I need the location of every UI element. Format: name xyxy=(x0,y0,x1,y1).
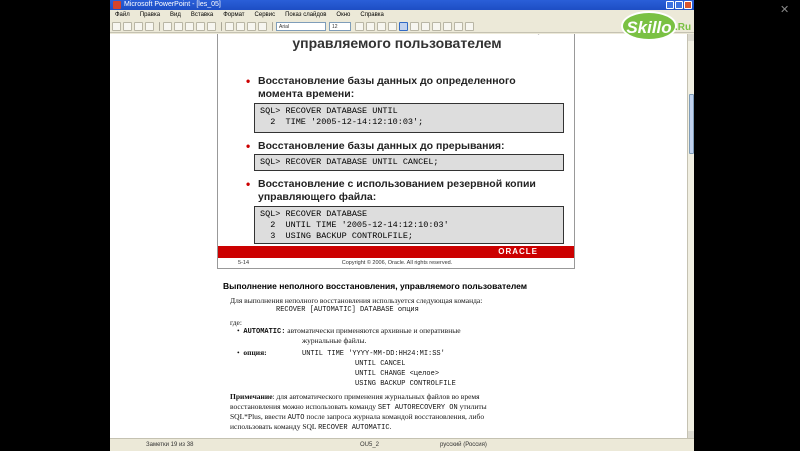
scroll-down-icon[interactable] xyxy=(688,431,694,438)
menu-file[interactable]: Файл xyxy=(115,12,130,18)
toolbar xyxy=(110,20,694,33)
notes-command: RECOVER [AUTOMATIC] DATABASE опция xyxy=(276,306,419,314)
slide-bullet: • Восстановление с использованием резервной копии управляющего файла: xyxy=(258,178,558,204)
vertical-scrollbar[interactable] xyxy=(687,34,694,438)
scroll-thumb[interactable] xyxy=(689,94,694,154)
slide-title: управляемого пользователем xyxy=(292,35,502,51)
slide-number: 5-14 xyxy=(238,260,250,266)
notes-remark xyxy=(230,392,570,402)
table-icon[interactable] xyxy=(236,22,245,31)
notes-where: где: xyxy=(230,318,242,327)
bullets-icon[interactable] xyxy=(443,22,452,31)
font-size-select[interactable]: 12 xyxy=(329,22,351,31)
align-left-icon[interactable] xyxy=(399,22,408,31)
copyright: Copyright © 2006, Oracle. All rights reserved. xyxy=(341,260,453,266)
paste-icon[interactable] xyxy=(185,22,194,31)
slide-bullet: • Восстановление базы данных до прерывания: xyxy=(258,140,558,153)
menu-help[interactable]: Справка xyxy=(360,12,384,18)
redo-icon[interactable] xyxy=(207,22,216,31)
powerpoint-window xyxy=(110,0,694,451)
window-title: Microsoft PowerPoint - [les_05] xyxy=(124,1,221,8)
menu-slideshow[interactable]: Показ слайдов xyxy=(285,12,327,18)
remark-code: RECOVER AUTOMATIC xyxy=(318,424,390,432)
bold-icon[interactable] xyxy=(355,22,364,31)
remark-text: : для автоматического применения журнальных файлов во время xyxy=(272,392,480,401)
remark-code: AUTO xyxy=(287,414,305,422)
powerpoint-icon xyxy=(113,1,121,9)
toolbar-separator xyxy=(159,22,160,31)
slide-bullet: • Восстановление базы данных до определенного момента времени: xyxy=(258,75,558,101)
remark-text: использовать команду SQL xyxy=(230,422,317,431)
decrease-font-icon[interactable] xyxy=(465,22,474,31)
skillo-logo: Skillo xyxy=(621,11,677,41)
close-button[interactable] xyxy=(684,1,692,9)
oracle-footer-bar xyxy=(218,246,575,258)
remark-text: . xyxy=(389,422,392,431)
notes-intro: Для выполнения неполного восстановления используется следующая команда: xyxy=(230,296,483,305)
title-bar xyxy=(110,0,694,10)
slide-footer xyxy=(218,258,575,269)
open-icon[interactable] xyxy=(123,22,132,31)
underline-icon[interactable] xyxy=(377,22,386,31)
remark-code: SET AUTORECOVERY ON xyxy=(377,404,458,412)
align-right-icon[interactable] xyxy=(421,22,430,31)
shadow-icon[interactable] xyxy=(388,22,397,31)
left-margin xyxy=(110,34,190,438)
remark-text: после запроса журнала командой восстановления, либо xyxy=(306,412,485,421)
status-design: OU5_2 xyxy=(360,442,380,448)
code-block: SQL> RECOVER DATABASE 2 UNTIL TIME '2005-12-14:12:10:03' 3 USING BACKUP CONTROLFILE; xyxy=(254,206,564,244)
remark-text: утилиты xyxy=(459,402,487,411)
menu-insert[interactable]: Вставка xyxy=(190,12,214,18)
toolbar-separator xyxy=(221,22,222,31)
increase-font-icon[interactable] xyxy=(454,22,463,31)
menu-bar xyxy=(110,10,694,20)
save-icon[interactable] xyxy=(134,22,143,31)
new-icon[interactable] xyxy=(112,22,121,31)
zoom-icon[interactable] xyxy=(247,22,256,31)
skillo-domain: .Ru xyxy=(675,22,692,33)
code-block: SQL> RECOVER DATABASE UNTIL 2 TIME '2005-12-14:12:10:03'; xyxy=(254,103,564,133)
notes-title: Выполнение неполного восстановления, управляемого пользователем xyxy=(223,281,528,291)
copy-icon[interactable] xyxy=(174,22,183,31)
menu-format[interactable]: Формат xyxy=(223,12,245,18)
cut-icon[interactable] xyxy=(163,22,172,31)
italic-icon[interactable] xyxy=(366,22,375,31)
remark-line xyxy=(230,422,570,433)
status-language: русский (Россия) xyxy=(440,442,487,448)
menu-edit[interactable]: Правка xyxy=(139,12,161,18)
remark-text: восстановления можно использовать команду xyxy=(230,402,377,411)
maximize-button[interactable] xyxy=(675,1,683,9)
auto-text: автоматически применяются архивные и оперативные xyxy=(287,326,461,335)
status-bar xyxy=(110,438,694,451)
status-page: Заметки 19 из 38 xyxy=(146,442,194,448)
auto-label: AUTOMATIC: xyxy=(243,328,286,336)
minimize-button[interactable] xyxy=(666,1,674,9)
option-line: UNTIL CANCEL xyxy=(355,360,406,368)
option-line: UNTIL TIME 'YYYY-MM-DD:HH24:MI:SS' xyxy=(302,350,445,358)
remark-label: Примечание xyxy=(230,392,273,401)
align-center-icon[interactable] xyxy=(410,22,419,31)
option-line: USING BACKUP CONTROLFILE xyxy=(355,380,456,388)
help-icon[interactable] xyxy=(258,22,267,31)
auto-text-continued: журнальные файлы. xyxy=(302,336,367,345)
remark-text: SQL*Plus, ввести xyxy=(230,412,286,421)
close-icon[interactable]: ✕ xyxy=(780,4,790,16)
slide-thumbnail[interactable] xyxy=(217,34,575,269)
menu-tools[interactable]: Сервис xyxy=(254,12,276,18)
menu-window[interactable]: Окно xyxy=(336,12,351,18)
font-name-select[interactable]: Arial xyxy=(276,22,326,31)
option-line: UNTIL CHANGE <целое> xyxy=(355,370,440,378)
option-label: опция: xyxy=(243,348,267,357)
scroll-up-icon[interactable] xyxy=(688,34,694,41)
notes-page xyxy=(190,34,610,438)
code-block: SQL> RECOVER DATABASE UNTIL CANCEL; xyxy=(254,154,564,171)
right-margin xyxy=(610,34,687,438)
notes-option: • опция: xyxy=(237,348,267,357)
oracle-logo: ORACLE xyxy=(498,247,538,256)
notes-auto: • AUTOMATIC: автоматически применяются архивные и оперативные xyxy=(237,326,461,336)
numbering-icon[interactable] xyxy=(432,22,441,31)
chart-icon[interactable] xyxy=(225,22,234,31)
undo-icon[interactable] xyxy=(196,22,205,31)
print-icon[interactable] xyxy=(145,22,154,31)
workspace xyxy=(110,34,694,438)
menu-view[interactable]: Вид xyxy=(170,12,181,18)
toolbar-separator xyxy=(272,22,273,31)
